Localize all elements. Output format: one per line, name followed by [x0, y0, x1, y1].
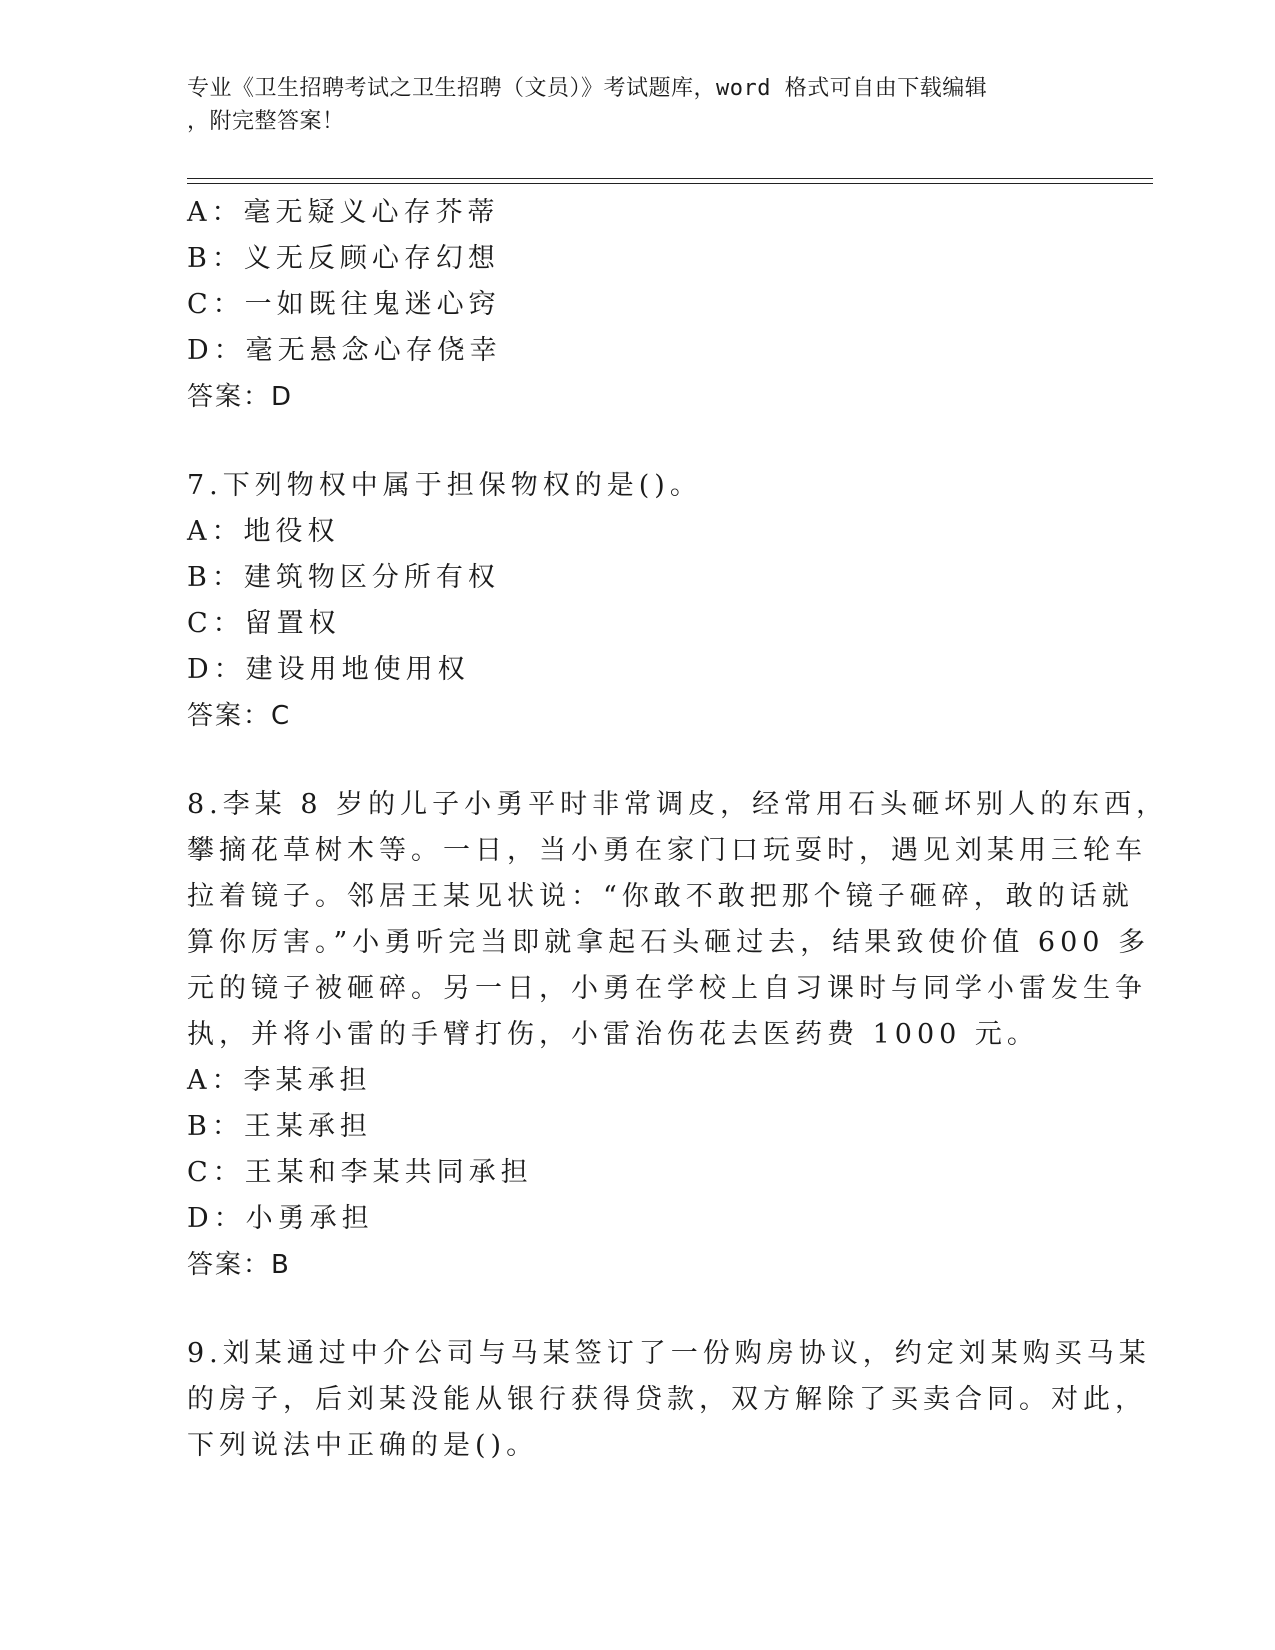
question-7 — [187, 463, 1067, 739]
header-divider-top — [187, 178, 1153, 179]
question-7-option-a: A：地役权 — [187, 516, 340, 547]
question-6 — [187, 190, 1067, 420]
question-8-answer: 答案：B — [187, 1250, 291, 1280]
header-line-1: 专业《卫生招聘考试之卫生招聘（文员）》考试题库，word 格式可自由下载编辑 — [187, 76, 988, 101]
question-8-stem-line-4: 算你厉害。”小勇听完当即就拿起石头砸过去，结果致使价值 600 多 — [187, 927, 1151, 958]
question-8-option-b: B：王某承担 — [187, 1111, 372, 1142]
question-8-option-a: A：李某承担 — [187, 1065, 372, 1096]
spacer — [187, 1288, 1067, 1331]
header-divider-bottom — [187, 183, 1153, 184]
question-6-option-a: A：毫无疑义心存芥蒂 — [187, 197, 500, 228]
question-8-stem-line-6: 执，并将小雷的手臂打伤，小雷治伤花去医药费 1000 元。 — [187, 1019, 1039, 1050]
question-9 — [187, 1331, 1151, 1469]
question-8-option-c: C：王某和李某共同承担 — [187, 1157, 533, 1188]
question-8-stem-line-5: 元的镜子被砸碎。另一日，小勇在学校上自习课时与同学小雷发生争 — [187, 973, 1147, 1004]
spacer — [187, 739, 1067, 782]
document-body — [187, 190, 1169, 1469]
question-8-stem-line-3: 拉着镜子。邻居王某见状说：“你敢不敢把那个镜子砸碎，敢的话就 — [187, 881, 1134, 912]
spacer — [187, 420, 1067, 463]
question-7-option-d: D：建设用地使用权 — [187, 654, 470, 685]
question-9-stem-line-3: 下列说法中正确的是()。 — [187, 1430, 539, 1461]
question-7-answer: 答案：C — [187, 701, 292, 731]
question-8-option-d: D：小勇承担 — [187, 1203, 374, 1234]
question-7-option-c: C：留置权 — [187, 608, 341, 639]
question-7-option-b: B：建筑物区分所有权 — [187, 562, 500, 593]
document-header — [187, 72, 1067, 138]
question-6-option-d: D：毫无悬念心存侥幸 — [187, 335, 502, 366]
question-8 — [187, 782, 1169, 1288]
question-6-option-c: C：一如既往鬼迷心窍 — [187, 289, 501, 320]
header-line-2: ，附完整答案！ — [187, 109, 345, 134]
question-8-stem-line-2: 攀摘花草树木等。一日，当小勇在家门口玩耍时，遇见刘某用三轮车 — [187, 835, 1147, 866]
question-6-option-b: B：义无反顾心存幻想 — [187, 243, 500, 274]
question-9-stem-line-1: 9.刘某通过中介公司与马某签订了一份购房协议，约定刘某购买马某 — [187, 1338, 1151, 1369]
question-9-stem-line-2: 的房子，后刘某没能从银行获得贷款，双方解除了买卖合同。对此， — [187, 1384, 1147, 1415]
question-8-stem-line-1: 8.李某 8 岁的儿子小勇平时非常调皮，经常用石头砸坏别人的东西， — [187, 789, 1169, 820]
question-7-stem: 7.下列物权中属于担保物权的是()。 — [187, 470, 702, 501]
question-6-answer: 答案：D — [187, 382, 294, 412]
